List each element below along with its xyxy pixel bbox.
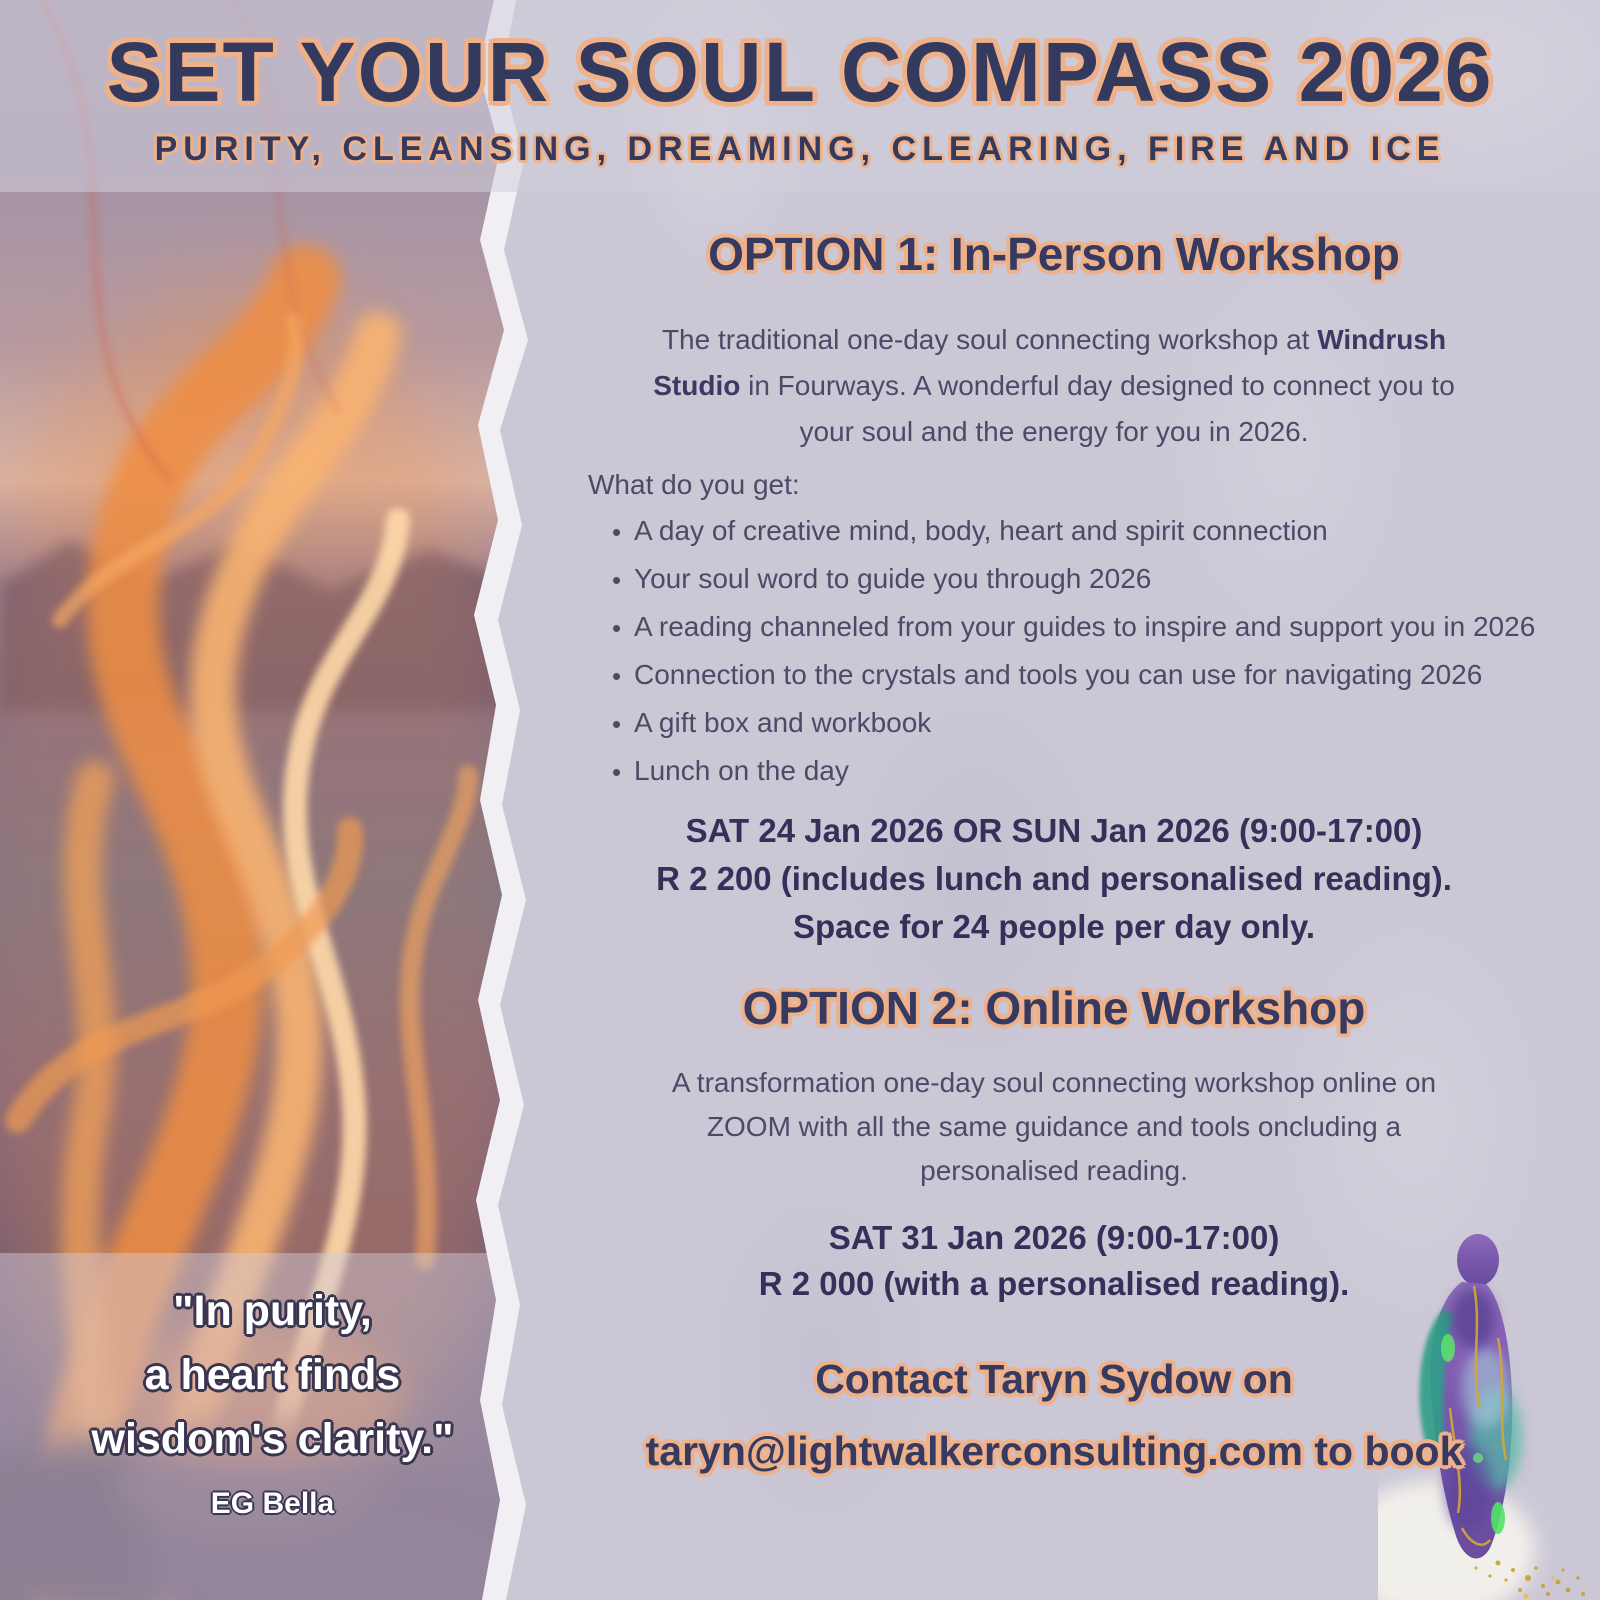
option2-schedule xyxy=(548,1215,1560,1307)
page-subtitle: PURITY, CLEANSING, DREAMING, CLEARING, FIRE AND ICE xyxy=(154,130,1446,168)
option2-heading: OPTION 2: Online Workshop xyxy=(742,982,1366,1034)
schedule-price: R 2 200 (includes lunch and personalised reading). xyxy=(656,860,1452,897)
page-title: SET YOUR SOUL COMPASS 2026 xyxy=(106,25,1494,119)
contact-line: Contact Taryn Sydow on xyxy=(815,1356,1293,1402)
option2-line: ZOOM with all the same guidance and tools oncluding a xyxy=(706,1111,1402,1142)
intro-line-3: your soul and the energy for you in 2026. xyxy=(799,416,1309,447)
quote-line: "In purity, xyxy=(173,1287,372,1335)
option2-line: A transformation one-day soul connecting workshop online on xyxy=(671,1067,1437,1098)
bullet-item: • A gift box and workbook xyxy=(634,701,1579,745)
bullet-item: • A reading channeled from your guides to inspire and support you in 2026 xyxy=(634,605,1579,649)
quote-line: wisdom's clarity." xyxy=(91,1415,454,1463)
header xyxy=(0,0,1600,169)
option1-schedule xyxy=(548,807,1560,951)
bullet-item: • Your soul word to guide you through 2026 xyxy=(634,557,1579,601)
option1-heading: OPTION 1: In-Person Workshop xyxy=(708,228,1400,280)
contact-block xyxy=(548,1343,1560,1487)
intro-bold: Windrush xyxy=(1317,324,1447,355)
intro-text: in Fourways. A wonderful day designed to connect you to xyxy=(740,370,1455,401)
option2-body xyxy=(548,1061,1560,1193)
intro-line-1 xyxy=(548,317,1560,363)
bullet-item: • A day of creative mind, body, heart and spirit connection xyxy=(634,509,1579,553)
what-you-get-label: What do you get: xyxy=(588,469,800,500)
schedule-capacity: Space for 24 people per day only. xyxy=(792,908,1316,945)
intro-bold: Studio xyxy=(653,370,741,401)
option1-intro xyxy=(548,317,1560,455)
bullet-list xyxy=(606,509,1579,793)
bullet-item: • Lunch on the day xyxy=(634,749,1579,793)
bullet-item: • Connection to the crystals and tools you can use for navigating 2026 xyxy=(634,653,1579,697)
intro-text: The traditional one-day soul connecting workshop at xyxy=(661,324,1318,355)
schedule-date: SAT 31 Jan 2026 (9:00-17:00) xyxy=(828,1219,1280,1256)
quote-line: a heart finds xyxy=(144,1351,401,1399)
schedule-price: R 2 000 (with a personalised reading). xyxy=(758,1265,1350,1302)
schedule-date: SAT 24 Jan 2026 OR SUN Jan 2026 (9:00-17:00) xyxy=(685,812,1423,849)
content-column xyxy=(548,215,1560,1487)
quote-attribution: EG Bella xyxy=(210,1487,335,1520)
option2-line: personalised reading. xyxy=(920,1155,1188,1186)
intro-line-2 xyxy=(548,363,1560,409)
quote-box xyxy=(0,1253,545,1600)
contact-email: taryn@lightwalkerconsulting.com to book xyxy=(645,1428,1463,1474)
